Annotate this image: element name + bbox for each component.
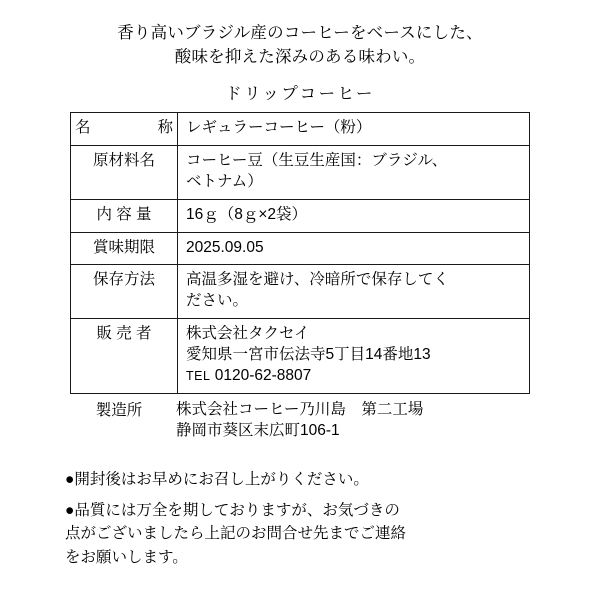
storage-line-2: ださい。 bbox=[186, 292, 249, 310]
manufacturer-block bbox=[70, 400, 530, 442]
specification-table bbox=[70, 112, 530, 394]
label-char-2: 称 bbox=[157, 118, 173, 136]
row-label-storage: 保存方法 bbox=[71, 265, 178, 319]
table-row bbox=[71, 232, 530, 265]
table-row bbox=[71, 319, 530, 394]
label-char-1: 名 bbox=[75, 118, 91, 136]
table-row bbox=[71, 265, 530, 319]
note-quality-line-3: をお願いします。 bbox=[65, 548, 188, 566]
manufacturer-label: 製造所 bbox=[95, 402, 143, 420]
manufacturer-line-1: 株式会社コーヒー乃川島 第二工場 bbox=[176, 401, 424, 419]
storage-line-1: 高温多湿を避け、冷暗所で保存してく bbox=[186, 271, 449, 289]
row-value-seller bbox=[178, 319, 530, 394]
row-value-ingredients bbox=[178, 145, 530, 199]
table-row bbox=[71, 112, 530, 145]
manufacturer-line-2: 静岡市葵区末広町106-1 bbox=[176, 421, 340, 439]
tel-icon: TEL bbox=[186, 369, 211, 384]
row-value-content-amount: 16ｇ（8ｇ×2袋） bbox=[178, 199, 530, 232]
product-type-heading: ドリップコーヒー bbox=[225, 84, 375, 103]
seller-company: 株式会社タクセイ bbox=[186, 325, 310, 343]
row-label-ingredients: 原材料名 bbox=[71, 145, 178, 199]
seller-address: 愛知県一宮市伝法寺5丁目14番地13 bbox=[186, 346, 431, 364]
ingredients-line-2: ベトナム） bbox=[186, 172, 263, 190]
row-value-storage bbox=[178, 265, 530, 319]
lead-line-2: 酸味を抑えた深みのある味わい。 bbox=[174, 47, 426, 66]
row-value-best-before: 2025.09.05 bbox=[178, 232, 530, 265]
row-label-seller: 販 売 者 bbox=[71, 319, 178, 394]
ingredients-line-1: コーヒー豆（生豆生産国：ブラジル、 bbox=[186, 151, 448, 169]
table-row bbox=[71, 145, 530, 199]
row-label-best-before: 賞味期限 bbox=[71, 232, 178, 265]
seller-tel-row bbox=[186, 366, 523, 387]
note-quality-line-1: ●品質には万全を期しておりますが、お気づきの bbox=[65, 502, 400, 520]
notes-section bbox=[65, 468, 535, 569]
seller-tel-number: 0120-62-8807 bbox=[214, 367, 312, 385]
row-label-name bbox=[71, 112, 178, 145]
lead-line-1: 香り高いブラジル産のコーヒーをベースにした、 bbox=[117, 24, 483, 42]
table-row bbox=[71, 199, 530, 232]
lead-description bbox=[20, 22, 580, 70]
row-label-content-amount: 内 容 量 bbox=[71, 199, 178, 232]
note-quality bbox=[65, 499, 535, 569]
manufacturer-value bbox=[168, 400, 530, 442]
row-value-name: レギュラーコーヒー（粉） bbox=[178, 112, 530, 145]
note-quality-line-2: 点がございましたら上記のお問合せ先までご連絡 bbox=[65, 525, 407, 543]
note-open-soon: ●開封後はお早めにお召し上がりください。 bbox=[65, 470, 369, 488]
